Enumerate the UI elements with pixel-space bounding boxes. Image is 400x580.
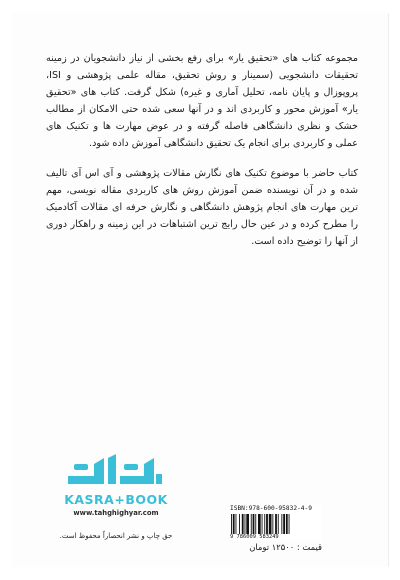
barcode-bar bbox=[286, 514, 288, 534]
intro-paragraph: مجموعه کتاب های «تحقیق یار» برای رفع بخشی از نیاز دانشجویان در زمینه تحقیقات دانشجویی (سمینار و روش تحقیق، مقاله علمی پژوهشی و ISI، پروپوزال و پایان نامه، تحلیل آماری و غیره) شکل گرفت. کتاب های «تحقیق یار» آموزش محور و کاربردی اند و در آنها سعی شده حتی الامکان از مطالب خشک و نظری دانشگاهی فاصله گرفته و در عوض مهارت ها و تکنیک های عملی و کاربردی برای انجام یک تحقیق دانشگاهی آموزش داده شود. bbox=[46, 53, 358, 149]
barcode-bar bbox=[289, 514, 290, 534]
publisher-logo bbox=[58, 450, 174, 530]
barcode-bar bbox=[283, 514, 285, 534]
barcode-bar bbox=[275, 514, 277, 534]
barcode-bar bbox=[246, 514, 249, 534]
barcode-bar bbox=[236, 514, 237, 534]
barcode-bar bbox=[233, 514, 235, 534]
price-label: قیمت : ۱۲۵۰۰ تومان bbox=[249, 542, 322, 552]
isbn-block bbox=[230, 505, 322, 541]
barcode-bar bbox=[231, 514, 232, 534]
barcode-bar bbox=[258, 514, 261, 534]
barcode-bar bbox=[269, 514, 272, 534]
barcode-bar bbox=[255, 514, 256, 534]
barcode-bar bbox=[251, 514, 252, 534]
barcode-bar bbox=[262, 514, 263, 534]
barcode bbox=[230, 514, 316, 534]
barcode-bar bbox=[264, 514, 265, 534]
barcode-digits: 9 786009 583249 bbox=[230, 534, 279, 540]
barcode-bar bbox=[253, 514, 255, 534]
copyright-notice: حق چاپ و نشر انحصاراً محفوظ است. bbox=[59, 532, 173, 540]
isbn-label: ISBN:978-600-95832-4-9 bbox=[230, 505, 312, 512]
barcode-bar bbox=[266, 514, 268, 534]
publisher-url[interactable]: www.tahghighyar.com bbox=[73, 509, 159, 517]
barcode-bar bbox=[242, 514, 244, 534]
barcode-bar bbox=[239, 514, 240, 534]
barcode-bar bbox=[245, 514, 246, 534]
logo-glyphs-icon bbox=[64, 450, 164, 492]
barcode-bar bbox=[278, 514, 279, 534]
barcode-bar bbox=[281, 514, 282, 534]
barcode-bar bbox=[272, 514, 273, 534]
book-summary-paragraph: کتاب حاضر با موضوع تکنیک های نگارش مقالات پژوهشی و آی اس آی تالیف شده و در آن نویسنده ضمن آموزش روش های کاربردی مقاله نویسی، مهم ترین مهارت های انجام پژوهش دانشگاهی و نگارش حرفه ای مقالات آکادمیک را مطرح کرده و در عین حال رایج ترین اشتباهات در این زمینه و راهکار دوری از آنها را توضیح داده است. bbox=[46, 168, 358, 247]
publisher-name: KASRA+BOOK bbox=[64, 492, 168, 507]
description-text bbox=[46, 50, 358, 250]
